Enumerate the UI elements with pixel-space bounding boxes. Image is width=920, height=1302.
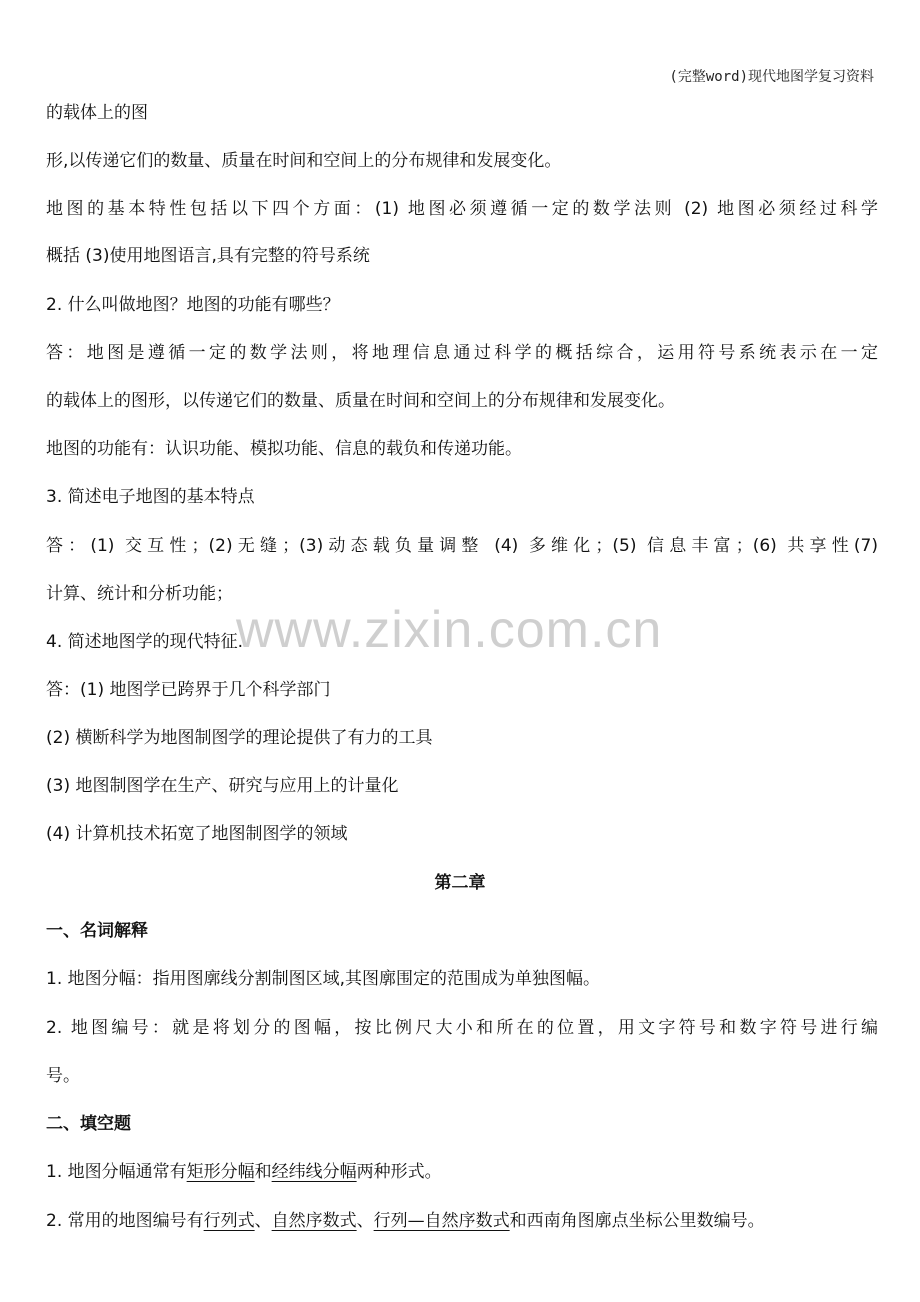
- document-header-title: (完整word)现代地图学复习资料: [669, 69, 874, 85]
- fill-text: 和西南角图廓点坐标公里数编号。: [509, 1211, 765, 1231]
- fill-text: 和: [254, 1162, 272, 1182]
- fill-text: 两种形式。: [356, 1162, 442, 1182]
- fill-text: 2. 常用的地图编号有: [46, 1211, 204, 1231]
- definition-line: 1. 地图分幅：指用图廓线分割制图区域,其图廓围定的范围成为单独图幅。: [46, 969, 601, 989]
- answer-line: 的载体上的图形，以传递它们的数量、质量在时间和空间上的分布规律和发展变化。: [46, 391, 675, 411]
- fill-text: 、: [254, 1211, 272, 1231]
- text-line: 地图的基本特性包括以下四个方面：(1) 地图必须遵循一定的数学法则 (2) 地图必须经过科学: [46, 199, 878, 219]
- fill-text: 1. 地图分幅通常有: [46, 1162, 187, 1182]
- text-line: 地图的功能有：认识功能、模拟功能、信息的载负和传递功能。: [46, 439, 522, 459]
- fill-answer: 行列—自然序数式: [373, 1211, 510, 1231]
- fill-answer: 矩形分幅: [186, 1162, 255, 1182]
- answer-line: 答：(1) 交互性；(2)无缝；(3)动态载负量调整 (4) 多维化；(5) 信息丰富；(6) 共享性(7): [46, 536, 878, 556]
- question-heading: 2. 什么叫做地图？地图的功能有哪些？: [46, 295, 340, 315]
- answer-line: 计算、统计和分析功能；: [46, 584, 233, 604]
- answer-line: 答：地图是遵循一定的数学法则，将地理信息通过科学的概括综合，运用符号系统表示在一定: [46, 343, 878, 363]
- text-line: 的载体上的图: [46, 103, 148, 123]
- answer-line: 答：(1) 地图学已跨界于几个科学部门: [46, 680, 331, 700]
- fill-answer: 经纬线分幅: [271, 1162, 357, 1182]
- watermark-text: www.zixin.com.cn: [236, 601, 663, 659]
- answer-line: (3) 地图制图学在生产、研究与应用上的计量化: [46, 776, 399, 796]
- text-line: 概括 (3)使用地图语言,具有完整的符号系统: [46, 246, 370, 266]
- text-line: 形,以传递它们的数量、质量在时间和空间上的分布规律和发展变化。: [46, 151, 562, 171]
- chapter-title: 第二章: [434, 873, 486, 893]
- answer-line: (4) 计算机技术拓宽了地图制图学的领域: [46, 824, 348, 844]
- question-heading: 3. 简述电子地图的基本特点: [46, 487, 255, 507]
- fill-text: 、: [356, 1211, 374, 1231]
- question-heading: 4. 简述地图学的现代特征.: [46, 632, 244, 652]
- section-heading: 一、名词解释: [46, 921, 148, 941]
- fill-blank-line-2: [46, 1210, 878, 1232]
- definition-line: 2. 地图编号：就是将划分的图幅，按比例尺大小和所在的位置，用文字符号和数字符号进行编: [46, 1018, 878, 1038]
- fill-answer: 自然序数式: [271, 1211, 357, 1231]
- answer-line: (2) 横断科学为地图制图学的理论提供了有力的工具: [46, 728, 433, 748]
- definition-line: 号。: [46, 1066, 80, 1086]
- fill-blank-line-1: [46, 1161, 878, 1183]
- section-heading: 二、填空题: [46, 1114, 131, 1134]
- fill-answer: 行列式: [203, 1211, 255, 1231]
